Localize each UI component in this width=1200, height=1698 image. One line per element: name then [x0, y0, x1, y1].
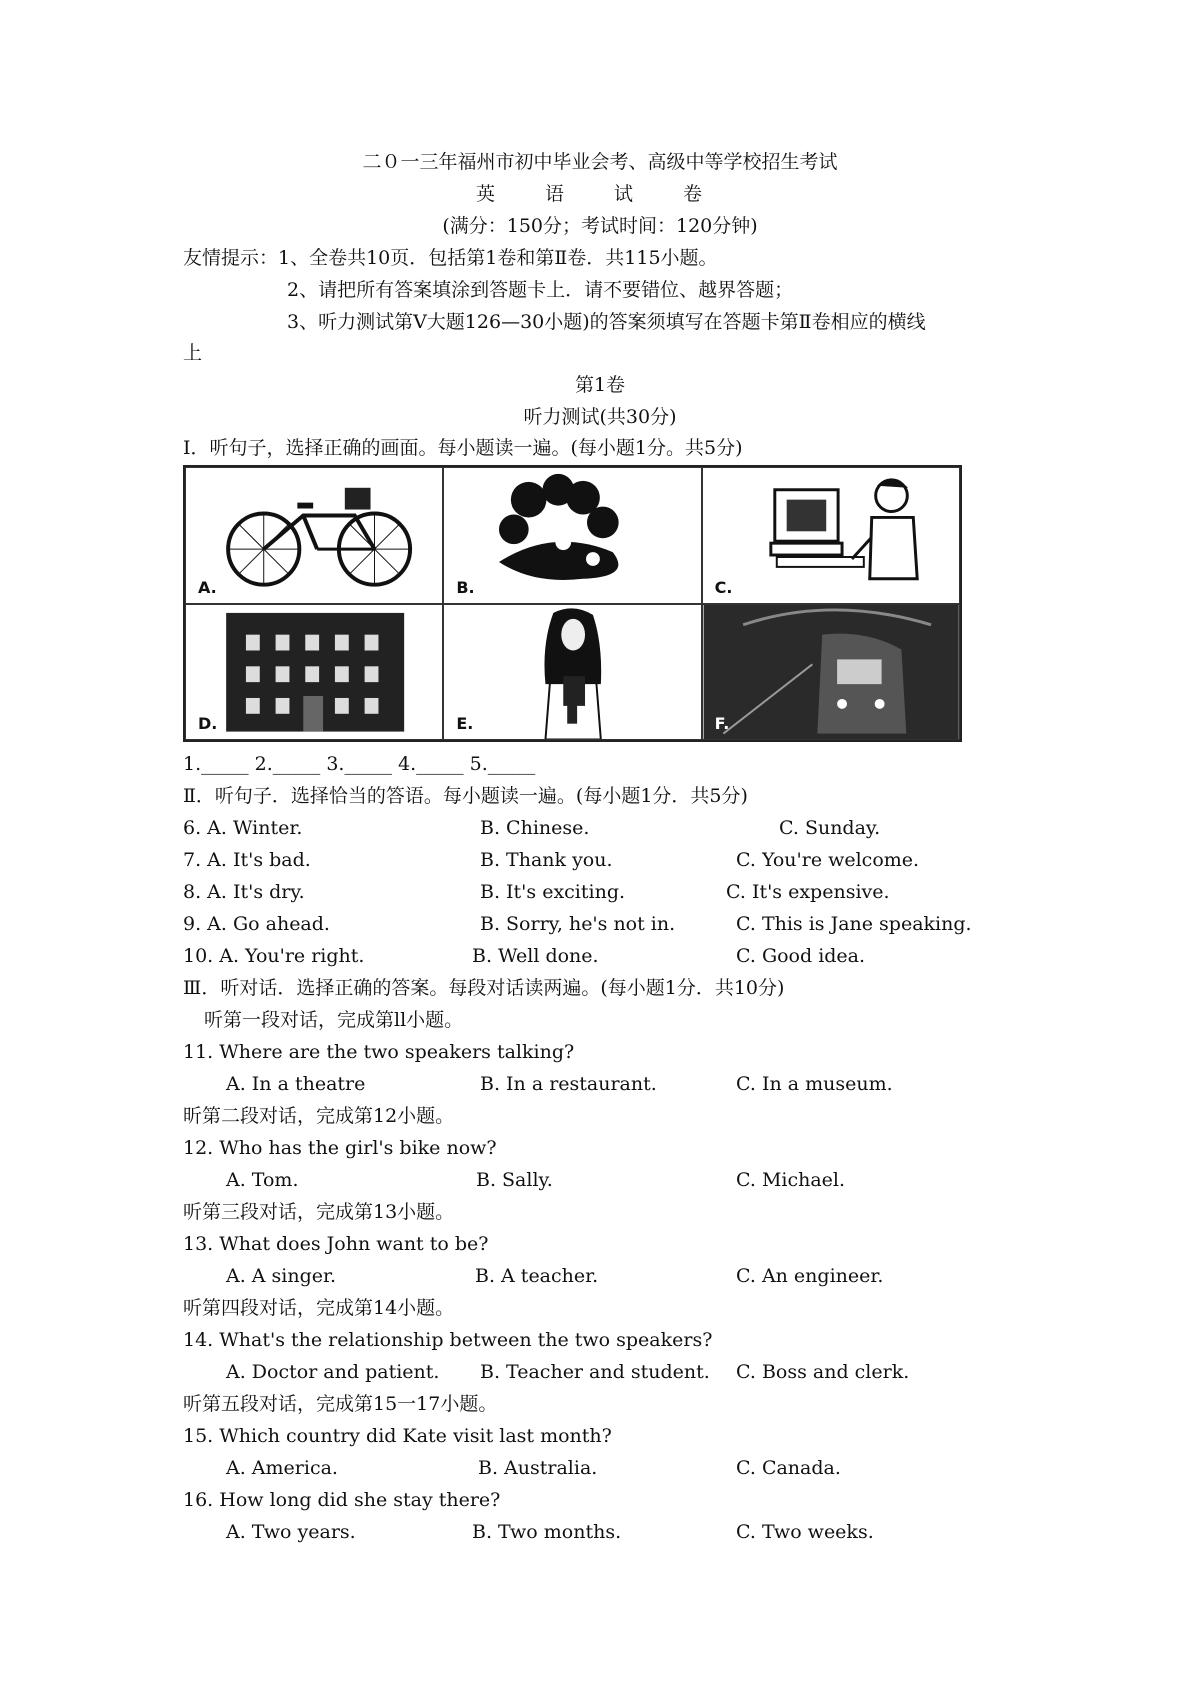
tips-line-3: 3、听力测试第Ⅴ大题126—30小题)的答案须填写在答题卡第Ⅱ卷相应的横线 [287, 311, 926, 333]
question-14: 14. What's the relationship between the two speakers? [183, 1329, 713, 1351]
option-c: C. You're welcome. [736, 849, 920, 871]
picture-label: F. [714, 714, 730, 733]
building-icon [186, 605, 442, 740]
option-c: C. In a museum. [736, 1073, 893, 1095]
dialogue-5-intro: 听第五段对话，完成第15一17小题。 [183, 1393, 498, 1415]
option-c: C. Sunday. [779, 817, 881, 839]
woman-reporter-icon [444, 605, 700, 740]
exam-title: 二０一三年福州市初中毕业会考、高级中等学校招生考试 [362, 151, 838, 173]
bicycle-icon [186, 468, 442, 603]
option-b: B. Sally. [476, 1169, 553, 1191]
listening-title: 听力测试(共30分) [523, 406, 677, 428]
option-c: C. Boss and clerk. [736, 1361, 910, 1383]
dialogue-2-intro: 昕第二段对话，完成第12小题。 [183, 1105, 455, 1127]
option-c: C. Canada. [736, 1457, 841, 1479]
tips-line-3-cont: 上 [183, 342, 203, 364]
option-a: A. Doctor and patient. [226, 1361, 440, 1383]
picture-d [185, 604, 443, 741]
dialogue-3-intro: 听第三段对话，完成第13小题。 [183, 1201, 455, 1223]
picture-label: C. [714, 577, 733, 597]
question-13: 13. What does John want to be? [183, 1233, 489, 1255]
balloons-icon [444, 468, 700, 603]
picture-b [443, 467, 701, 604]
option-a: A. Two years. [226, 1521, 356, 1543]
picture-a [185, 467, 443, 604]
tips-line-1: 友情提示：1、全卷共10页．包括第1卷和第Ⅱ卷．共115小题。 [183, 247, 718, 269]
option-a: A. Tom. [226, 1169, 299, 1191]
picture-label: E. [456, 714, 474, 733]
option-b: B. Thank you. [480, 849, 613, 871]
option-c: C. Two weeks. [736, 1521, 874, 1543]
option-a: 7. A. It's bad. [183, 849, 311, 871]
computer-user-icon [703, 468, 959, 603]
picture-c [702, 467, 960, 604]
picture-label: A. [198, 577, 217, 597]
option-c: C. Good idea. [736, 945, 866, 967]
option-b: B. In a restaurant. [480, 1073, 657, 1095]
score-time: (满分：150分；考试时间：120分钟) [442, 215, 758, 237]
option-b: B. Two months. [472, 1521, 622, 1543]
option-a: 9. A. Go ahead. [183, 913, 330, 935]
option-a: A. America. [226, 1457, 338, 1479]
tips-line-2: 2、请把所有答案填涂到答题卡上．请不要错位、越界答题； [287, 279, 794, 301]
subject-title: 英 语 试 卷 [475, 183, 725, 205]
section1-heading: I．听句子，选择正确的画面。每小题读一遍。(每小题1分。共5分) [183, 437, 743, 459]
option-b: B. Well done. [472, 945, 599, 967]
option-a: 10. A. You're right. [183, 945, 365, 967]
option-c: C. This is Jane speaking. [736, 913, 972, 935]
option-b: B. Teacher and student. [480, 1361, 710, 1383]
picture-e [443, 604, 701, 741]
picture-label: B. [456, 577, 475, 597]
subway-train-icon [703, 605, 959, 740]
option-a: A. A singer. [226, 1265, 337, 1287]
dialogue-1-intro: 听第一段对话，完成第ll小题。 [204, 1009, 464, 1031]
section2-heading: Ⅱ．听句子．选择恰当的答语。每小题读一遍。(每小题1分．共5分) [183, 785, 748, 807]
picture-label: D. [198, 714, 218, 733]
question-16: 16. How long did she stay there? [183, 1489, 501, 1511]
section3-heading: Ⅲ．听对话．选择正确的答案。每段对话读两遍。(每小题1分．共10分) [183, 977, 785, 999]
section1-answer-blanks: 1._____ 2._____ 3._____ 4._____ 5._____ [183, 753, 536, 775]
picture-grid [183, 465, 962, 742]
option-a: 6. A. Winter. [183, 817, 303, 839]
option-b: B. Chinese. [480, 817, 590, 839]
option-c: C. Michael. [736, 1169, 846, 1191]
option-b: B. A teacher. [475, 1265, 599, 1287]
volume-title: 第1卷 [574, 374, 626, 396]
option-c: C. An engineer. [736, 1265, 884, 1287]
option-b: B. It's exciting. [480, 881, 626, 903]
picture-f [702, 604, 960, 741]
question-11: 11. Where are the two speakers talking? [183, 1041, 575, 1063]
question-12: 12. Who has the girl's bike now? [183, 1137, 497, 1159]
dialogue-4-intro: 听第四段对话，完成第14小题。 [183, 1297, 455, 1319]
option-b: B. Australia. [478, 1457, 598, 1479]
option-b: B. Sorry, he's not in. [480, 913, 676, 935]
option-a: A. In a theatre [226, 1073, 366, 1095]
option-a: 8. A. It's dry. [183, 881, 305, 903]
question-15: 15. Which country did Kate visit last month? [183, 1425, 612, 1447]
option-c: C. It's expensive. [726, 881, 890, 903]
